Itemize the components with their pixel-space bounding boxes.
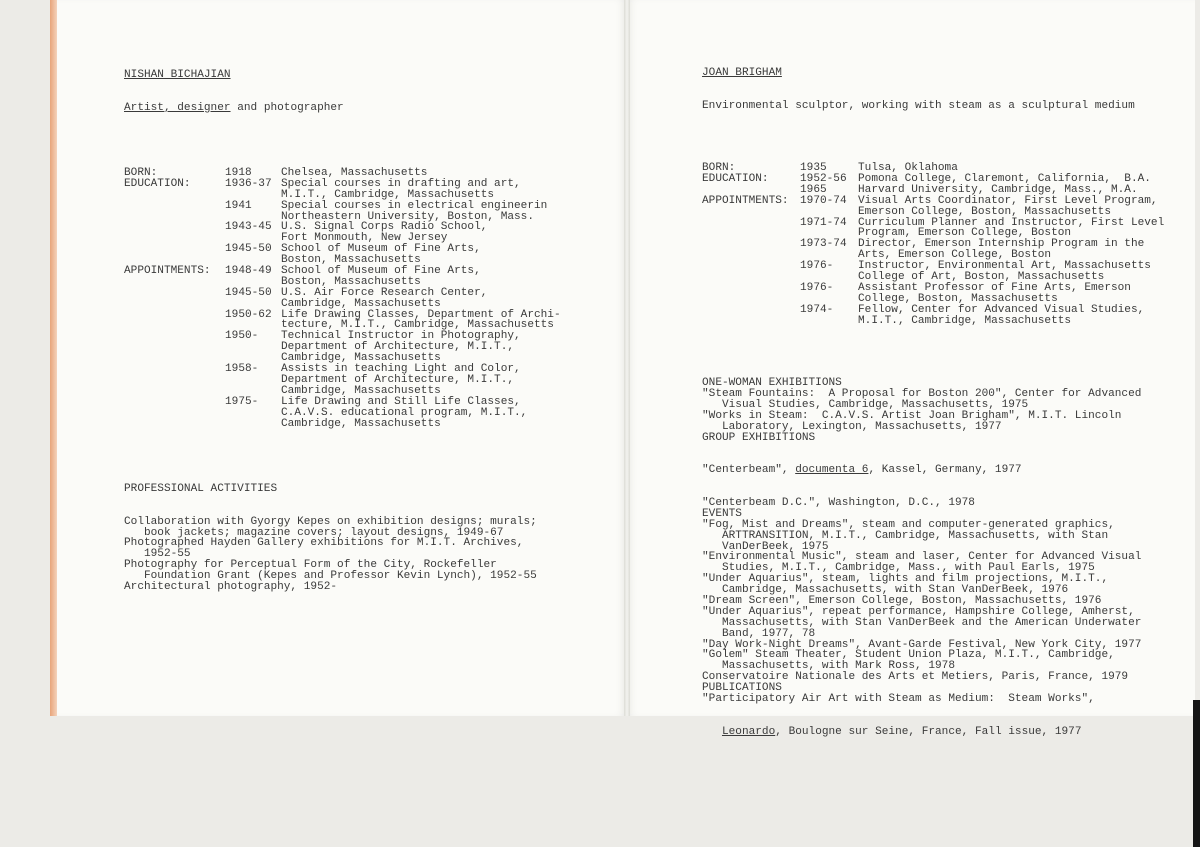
right-cv-rows: [702, 162, 1165, 327]
activity-line: Collaboration with Gyorgy Kepes on exhibition designs; murals;: [124, 515, 537, 528]
exhibition-line: Laboratory, Lexington, Massachusetts, 1977: [702, 420, 1002, 433]
cv-row-text: Life Drawing and Still Life Classes,: [281, 395, 521, 408]
exhibitions-list: [702, 378, 1141, 443]
group-line-pre: "Centerbeam",: [702, 464, 796, 477]
cv-row-text: Assists in teaching Light and Color,: [281, 363, 521, 376]
activity-line: Foundation Grant (Kepes and Professor Kevin Lynch), 1952-55: [124, 570, 537, 583]
cv-row-text: Fort Monmouth, New Jersey: [281, 232, 448, 245]
cv-row-text: M.I.T., Cambridge, Massachusetts: [858, 314, 1072, 327]
event-line: "Golem" Steam Theater, Student Union Plaza, M.I.T., Cambridge,: [702, 649, 1115, 662]
cv-row: [124, 199, 548, 223]
cv-row: [702, 238, 1145, 262]
right-biography: [702, 46, 1165, 749]
cv-row-text: Arts, Emerson College, Boston: [858, 249, 1052, 262]
cv-row-text: Tulsa, Oklahoma: [858, 162, 958, 175]
event-line: Massachusetts, with Stan VanDerBeek and the American Underwater: [702, 616, 1142, 629]
cv-row-text: Cambridge, Massachusetts: [281, 352, 441, 365]
publication-indent: [702, 726, 722, 738]
activity-line: book jackets; magazine covers; layout designs, 1949-67: [124, 526, 504, 539]
exhibition-line: ONE-WOMAN EXHIBITIONS: [702, 377, 842, 390]
event-line: Band, 1977, 78: [702, 627, 816, 640]
left-biography: [124, 48, 561, 604]
cv-row-year: 1976-: [800, 281, 834, 294]
event-line: "Dream Screen", Emerson College, Boston, Massachusetts, 1976: [702, 594, 1102, 607]
cv-row: [124, 308, 561, 332]
exhibition-line: "Steam Fountains: A Proposal for Boston 200", Center for Advanced: [702, 388, 1142, 400]
exhibition-line: Visual Studies, Cambridge, Massachusetts, 1975: [702, 398, 1029, 411]
cv-row-text: tecture, M.I.T., Cambridge, Massachusetts: [281, 319, 554, 332]
event-line: ARTTRANSITION, M.I.T., Cambridge, Massachusetts, with Stan: [702, 529, 1109, 542]
event-line: Cambridge, Massachusetts, with Stan VanDerBeek, 1976: [702, 584, 1069, 597]
cv-row-text: College of Art, Boston, Massachusetts: [858, 270, 1105, 283]
cv-row-text: Cambridge, Massachusetts: [281, 417, 441, 430]
cv-row: [124, 288, 537, 310]
professional-activities-list: [124, 517, 537, 593]
cv-row-year: 1975-: [225, 395, 259, 408]
activity-line: Photographed Hayden Gallery exhibitions for M.I.T. Archives,: [124, 537, 524, 550]
cv-row-text: U.S. Signal Corps Radio School,: [281, 221, 488, 234]
cv-row-year: 1945-50: [225, 243, 272, 256]
book-gutter: [624, 0, 630, 716]
cv-row-year: 1935: [800, 162, 827, 175]
event-line: VanDerBeek, 1975: [702, 540, 829, 553]
cv-row-text: Assistant Professor of Fine Arts, Emerson: [858, 281, 1131, 294]
cv-row-text: Department of Architecture, M.I.T.,: [281, 373, 515, 386]
cv-row-label: APPOINTMENTS:: [702, 194, 789, 207]
cv-row-text: Program, Emerson College, Boston: [858, 227, 1072, 240]
cv-row-year: 1950-62: [225, 308, 272, 321]
event-line: "Under Aquarius", steam, lights and film projections, M.I.T.,: [702, 573, 1109, 586]
events-list: [702, 498, 1141, 705]
cv-row-year: 1973-74: [800, 238, 847, 251]
activity-line: Photography for Perceptual Form of the City, Rockefeller: [124, 559, 497, 572]
cv-row-text: Fellow, Center for Advanced Visual Studies,: [858, 303, 1145, 316]
cv-row-text: Northeastern University, Boston, Mass.: [281, 210, 534, 223]
cv-row-year: 1971-74: [800, 216, 847, 229]
event-line: Studies, M.I.T., Cambridge, Mass., with Paul Earls, 1975: [702, 562, 1095, 575]
cv-row-year: 1941: [225, 199, 252, 212]
activity-line: 1952-55: [124, 548, 191, 561]
cv-row-year: 1958-: [225, 363, 259, 376]
event-line: Conservatoire Nationale des Arts et Metiers, Paris, France, 1979: [702, 671, 1129, 684]
publication-line: [702, 727, 1141, 738]
event-line: EVENTS: [702, 507, 742, 520]
activity-line: Architectural photography, 1952-: [124, 581, 338, 594]
cv-row-text: Director, Emerson Internship Program in the: [858, 238, 1145, 251]
cv-row: [124, 331, 537, 364]
right-dark-edge: [1193, 700, 1200, 847]
cv-row-text: M.I.T., Cambridge, Massachusetts: [281, 188, 495, 201]
cv-row-text: Cambridge, Massachusetts: [281, 384, 441, 397]
cv-row-label: BORN:: [124, 166, 158, 179]
event-line: Massachusetts, with Mark Ross, 1978: [702, 660, 955, 673]
cv-row-text: College, Boston, Massachusetts: [858, 292, 1058, 305]
cv-row: [702, 283, 1141, 305]
cv-row-text: Special courses in drafting and art,: [281, 177, 521, 190]
cv-row-year: 1936-37: [225, 177, 272, 190]
cv-row-label: APPOINTMENTS:: [124, 265, 211, 277]
cv-row: [702, 260, 1151, 283]
artist-name: JOAN BRIGHAM: [702, 66, 782, 79]
group-line-post: , Kassel, Germany, 1977: [868, 464, 1022, 477]
cv-row-text: Pomona College, Claremont, California, B.A.: [858, 172, 1151, 185]
cv-row-label: BORN:: [702, 162, 736, 175]
cv-row-text: Department of Architecture, M.I.T.,: [281, 341, 515, 354]
cv-row-year: 1965: [800, 183, 827, 196]
cv-row: [124, 244, 537, 266]
event-line: "Environmental Music", steam and laser, Center for Advanced Visual: [702, 551, 1142, 564]
cv-row-text: Cambridge, Massachusetts: [281, 297, 441, 310]
cv-row-year: 1918: [225, 166, 252, 179]
cv-row-year: 1950-: [225, 330, 259, 343]
event-line: "Fog, Mist and Dreams", steam and computer-generated graphics,: [702, 518, 1115, 531]
artist-role-rest: and photographer: [230, 101, 344, 114]
cv-row-year: 1952-56: [800, 172, 847, 185]
cv-row-text: Technical Instructor in Photography,: [281, 330, 521, 343]
cv-row: [124, 266, 537, 288]
cv-row-label: EDUCATION:: [124, 177, 191, 190]
artist-role: Environmental sculptor, working with steam as a sculptural medium: [702, 99, 1135, 112]
cv-row: [702, 194, 1158, 218]
artist-name: NISHAN BICHAJIAN: [124, 68, 231, 81]
cv-row-text: Emerson College, Boston, Massachusetts: [858, 205, 1111, 218]
cv-row-year: 1948-49: [225, 265, 272, 277]
cv-row-text: School of Museum of Fine Arts,: [281, 243, 481, 256]
publication-journal: Leonardo: [721, 725, 776, 738]
cv-row: [124, 222, 537, 244]
exhibition-line: "Works in Steam: C.A.V.S. Artist Joan Brigham", M.I.T. Lincoln: [702, 409, 1122, 422]
cv-row-text: C.A.V.S. educational program, M.I.T.,: [281, 406, 528, 419]
cv-row-text: Boston, Massachusetts: [281, 275, 421, 288]
cv-row-year: 1945-50: [225, 286, 272, 299]
cv-row-year: 1970-74: [800, 194, 847, 207]
event-line: "Day Work-Night Dreams", Avant-Garde Festival, New York City, 1977: [702, 638, 1142, 651]
cv-row: [124, 179, 537, 201]
cv-row: [124, 364, 537, 397]
publication-rest: , Boulogne sur Seine, France, Fall issue, 1977: [775, 725, 1082, 738]
event-line: "Centerbeam D.C.", Washington, D.C., 1978: [702, 496, 975, 509]
left-cv-rows: [124, 166, 561, 430]
left-page-edge: [50, 0, 57, 716]
cv-row-text: School of Museum of Fine Arts,: [281, 265, 481, 277]
artist-role-underlined: Artist, designer: [124, 101, 231, 114]
cv-row: [702, 303, 1145, 327]
cv-row-text: Special courses in electrical engineerin: [281, 199, 548, 212]
cv-row-year: 1943-45: [225, 221, 272, 234]
cv-row-text: Instructor, Environmental Art, Massachusetts: [858, 260, 1151, 273]
cv-row-text: Chelsea, Massachusetts: [281, 166, 428, 179]
cv-row-text: Curriculum Planner and Instructor, First Level: [858, 216, 1165, 229]
exhibition-line: GROUP EXHIBITIONS: [702, 431, 816, 444]
cv-row-text: U.S. Air Force Research Center,: [281, 286, 488, 299]
cv-row-year: 1974-: [800, 303, 834, 316]
group-exhibition-line: [702, 465, 1141, 476]
professional-activities-heading: PROFESSIONAL ACTIVITIES: [124, 482, 278, 495]
cv-row-text: Life Drawing Classes, Department of Archi-: [281, 308, 561, 321]
event-line: "Under Aquarius", repeat performance, Hampshire College, Amherst,: [702, 605, 1135, 618]
cv-row-label: EDUCATION:: [702, 172, 769, 185]
cv-row-text: Visual Arts Coordinator, First Level Program,: [858, 194, 1158, 207]
cv-row-text: Boston, Massachusetts: [281, 254, 421, 267]
cv-row: [702, 216, 1165, 240]
cv-row-year: 1976-: [800, 260, 834, 273]
event-line: "Participatory Air Art with Steam as Medium: Steam Works",: [702, 693, 1095, 705]
event-line: PUBLICATIONS: [702, 682, 782, 695]
artist-role: [124, 103, 537, 114]
cv-row: [124, 397, 537, 430]
group-line-title: documenta 6: [795, 464, 869, 477]
cv-row-text: Harvard University, Cambridge, Mass., M.A.: [858, 183, 1138, 196]
